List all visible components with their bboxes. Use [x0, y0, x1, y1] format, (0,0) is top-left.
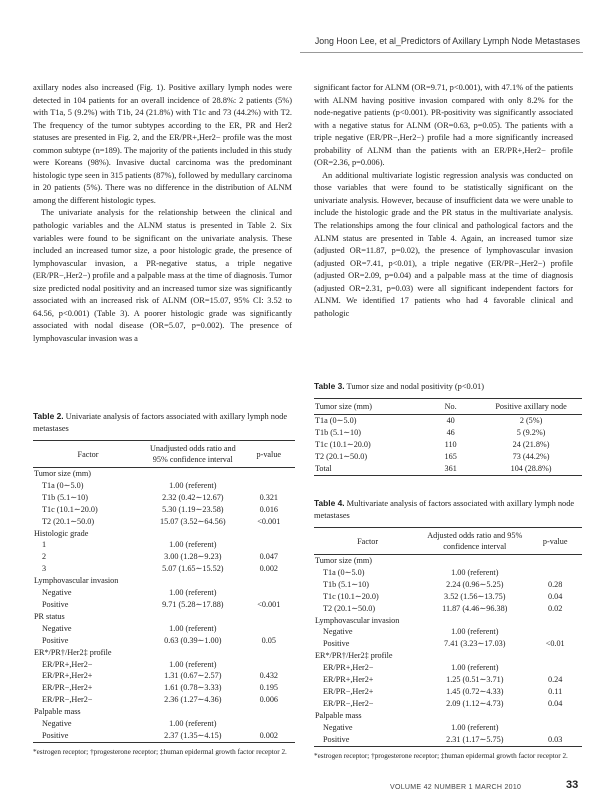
body-paragraph: An additional multivariate logistic regression analysis was conducted on those variables that were found to be statistically significant on the univariate analysis. However, because of insufficient data we were unable to include the histologic grade and the PR status in the multivariate analysis. The relationships among the four clinical and pathological factors and the ALNM status are presented in Table 4. Again, an increased tumor size (adjusted OR=11.87, p=0.02), the presence of lymphovascular invasion (adjusted OR=7.41, p<0.01), a triple negative (ER/PR−,Her2−) profile (adjusted OR=2.09, p=0.04) and a palpable mass at the time of diagnosis (adjusted OR=2.31, p=0.03) were all significant independent factors for ALNM. We identified 17 patients who had 4 favorable clinical and pathologic [314, 170, 573, 318]
table-cell [243, 718, 295, 730]
table-cell: Positive [314, 734, 421, 746]
table-cell: <0.001 [257, 516, 281, 526]
table-cell: ER/PR+,Her2− [42, 659, 93, 669]
table-cell: Positive [33, 730, 143, 742]
table-row [33, 730, 295, 742]
table-cell: 0.195 [259, 683, 278, 693]
table-cell: 1.61 (0.78∼3.33) [164, 683, 222, 693]
table-caption [314, 497, 582, 522]
table-4-grid [314, 527, 582, 747]
table-cell: T1a (0∼5.0) [323, 567, 365, 577]
table-row [33, 635, 295, 647]
column-header: No. [421, 399, 480, 415]
table-cell: ER/PR−,Her2+ [323, 686, 374, 696]
table-cell: 110 [444, 439, 457, 449]
table-cell: 0.321 [259, 492, 278, 502]
table-2 [33, 410, 295, 757]
table-cell: 0.047 [259, 552, 278, 562]
table-cell: 5 (9.2%) [516, 427, 546, 437]
table-row [33, 623, 295, 635]
table-cell: 11.87 (4.46∼96.38) [442, 603, 508, 613]
table-row [314, 555, 582, 567]
column-header: Tumor size (mm) [314, 399, 421, 415]
table-cell: Negative [42, 719, 72, 729]
table-row [314, 567, 582, 579]
table-row [314, 734, 582, 746]
table-cell: 24 (21.8%) [512, 439, 550, 449]
table-cell: 104 (28.8%) [480, 463, 582, 475]
table-cell: 3.00 (1.28∼9.23) [164, 552, 222, 562]
table-row [33, 504, 295, 516]
table-cell [421, 555, 528, 567]
table-row [314, 439, 582, 451]
table-2-grid [33, 440, 295, 743]
table-row [314, 710, 582, 722]
table-cell: Positive [323, 639, 350, 649]
table-cell: 1.00 (referent) [169, 623, 217, 633]
table-cell: 2.32 (0.42∼12.67) [162, 492, 224, 502]
table-cell: 165 [444, 451, 457, 461]
table-cell: 5.30 (1.19∼23.58) [162, 504, 224, 514]
table-cell: 1.00 (referent) [451, 627, 499, 637]
table-cell: T1b (5.1∼10) [323, 579, 369, 589]
column-header: p-value [528, 528, 582, 555]
table-cell [528, 650, 582, 662]
table-cell [143, 575, 243, 587]
table-cell [528, 626, 582, 638]
table-cell: T1c (10.1∼20.0) [42, 504, 98, 514]
table-row [33, 539, 295, 551]
table-cell: T1b (5.1∼10) [42, 492, 88, 502]
table-row [33, 480, 295, 492]
table-row [314, 698, 582, 710]
table-cell [243, 647, 295, 659]
table-cell: Palpable mass [315, 710, 362, 720]
table-cell [528, 662, 582, 674]
header-rule [300, 52, 583, 53]
table-row [314, 415, 582, 427]
running-header: Jong Hoon Lee, et al_Predictors of Axillary Lymph Node Metastases [314, 36, 580, 46]
table-row [33, 659, 295, 671]
table-cell [528, 615, 582, 627]
table-cell: 3 [42, 564, 47, 574]
table-cell: 0.04 [548, 591, 563, 601]
table-row [33, 575, 295, 587]
table-cell: 0.016 [259, 504, 278, 514]
table-row [314, 638, 582, 650]
table-cell: 0.05 [261, 635, 276, 645]
body-paragraph: significant factor for ALNM (OR=9.71, p<0.001), with 47.1% of the patients with ALNM having positive invasion compared with only 8.2% for the node-negative patients (p<0.001). PR-positivity was significantly associated with a negative status for ALNM (OR=0.63, p=0.05). The patients with a triple negative (ER/PR−,Her2−) profile had a more significantly increased probability of ALNM than the patients with an ER/PR+,Her2− profile (OR=2.36, p=0.006). [314, 83, 573, 168]
table-cell: 2.37 (1.35∼4.15) [143, 730, 243, 742]
table-body [33, 468, 295, 743]
table-cell: 46 [446, 427, 455, 437]
table-row [314, 626, 582, 638]
page-number: 33 [566, 779, 579, 791]
table-cell: <0.001 [257, 599, 281, 609]
table-footnote: *estrogen receptor; †progesterone receptor; ‡human epidermal growth factor receptor 2. [33, 747, 287, 756]
table-cell: ER/PR−,Her2− [42, 695, 93, 705]
table-cell: 1.00 (referent) [451, 663, 499, 673]
table-cell: Negative [323, 722, 353, 732]
journal-footer: VOLUME 42 NUMBER 1 MARCH 2010 [390, 784, 522, 791]
table-row [33, 468, 295, 480]
table-cell: Palpable mass [34, 707, 81, 717]
column-header: Unadjusted odds ratio and 95% confidence interval [143, 441, 243, 468]
table-row [314, 603, 582, 615]
column-header: Adjusted odds ratio and 95% confidence interval [421, 528, 528, 555]
table-cell: 0.03 [528, 734, 582, 746]
table-3-grid [314, 398, 582, 476]
table-body [314, 415, 582, 476]
table-cell: T2 (20.1∼50.0) [323, 603, 376, 613]
table-cell [243, 480, 295, 492]
right-column [314, 82, 573, 320]
table-cell: 15.07 (3.52∼64.56) [160, 516, 226, 526]
table-3 [314, 380, 582, 476]
table-caption-text: Multivariate analysis of factors associated with axillary lymph node metastases [314, 499, 575, 520]
table-cell: 0.24 [548, 675, 563, 685]
table-cell [243, 539, 295, 551]
table-cell [243, 659, 295, 671]
table-cell [143, 706, 243, 718]
table-row [33, 587, 295, 599]
table-caption [314, 380, 582, 393]
table-cell: 2.36 (1.27∼4.36) [164, 695, 222, 705]
table-label: Table 3. [314, 381, 345, 391]
table-cell: ER/PR+,Her2+ [323, 675, 374, 685]
table-cell [243, 575, 295, 587]
table-cell [421, 710, 528, 722]
table-cell: 1.00 (referent) [169, 719, 217, 729]
table-row [314, 451, 582, 463]
table-cell [243, 528, 295, 540]
table-caption-text: Tumor size and nodal positivity (p<0.01) [344, 382, 484, 391]
table-cell: 2.24 (0.96∼5.25) [446, 579, 504, 589]
column-header: Factor [33, 441, 143, 468]
table-cell: 1.00 (referent) [169, 659, 217, 669]
table-cell: ER/PR+,Her2− [323, 663, 374, 673]
table-row [314, 650, 582, 662]
table-cell: T1b (5.1∼10) [315, 427, 361, 437]
table-caption [33, 410, 295, 435]
table-cell: Negative [42, 623, 72, 633]
table-cell [143, 647, 243, 659]
table-cell: PR status [34, 611, 65, 621]
table-cell: 1 [42, 540, 47, 550]
table-cell [528, 710, 582, 722]
table-cell: 0.002 [243, 730, 295, 742]
table-cell: 0.28 [548, 579, 563, 589]
table-cell: Negative [323, 627, 353, 637]
table-cell [143, 528, 243, 540]
column-header: Positive axillary node [480, 399, 582, 415]
table-cell: 1.00 (referent) [169, 588, 217, 598]
table-cell: Positive [42, 599, 69, 609]
table-cell: 361 [421, 463, 480, 475]
table-row [33, 516, 295, 528]
table-cell: Positive [42, 635, 69, 645]
table-row [33, 647, 295, 659]
table-row [33, 706, 295, 718]
table-cell [243, 611, 295, 623]
table-cell: 1.00 (referent) [451, 567, 499, 577]
table-cell [243, 468, 295, 480]
table-cell: Lymphovascular invasion [315, 615, 400, 625]
table-cell: 0.02 [548, 603, 563, 613]
column-header: Factor [314, 528, 421, 555]
table-cell: 0.04 [548, 698, 563, 708]
column-header: p-value [243, 441, 295, 468]
table-cell: ER*/PR†/Her2‡ profile [34, 647, 112, 657]
table-cell: 1.00 (referent) [451, 722, 499, 732]
table-label: Table 4. [314, 498, 345, 508]
table-cell: 2 [42, 552, 47, 562]
table-row [33, 492, 295, 504]
table-row [314, 674, 582, 686]
table-cell: T1c (10.1∼20.0) [315, 439, 371, 449]
table-row [33, 718, 295, 730]
table-cell: 73 (44.2%) [512, 451, 550, 461]
table-row [33, 611, 295, 623]
table-cell: 40 [446, 416, 455, 425]
table-cell [243, 706, 295, 718]
table-cell: Histologic grade [34, 528, 89, 538]
table-cell: Negative [42, 588, 72, 598]
table-caption-text: Univariate analysis of factors associated with axillary lymph node metastases [33, 412, 288, 433]
table-cell: 1.00 (referent) [169, 480, 217, 490]
body-paragraph: The univariate analysis for the relationship between the clinical and pathologic variables and the ALNM status is presented in Table 2. Six variables were found to be significant on the univariate analysis. These included an increased tumor size, a poor histologic grade, the presence of lymphovascular invasion, a PR-negative status, a triple negative (ER/PR−,Her2−) profile and a palpable mass at the time of diagnosis. Tumor size predicted nodal positivity and an increased tumor size was significantly associated with an increased risk of ALNM (OR=15.07, 95% CI: 3.52 to 64.56, p<0.001) (Table 3). A poorer histologic grade was significantly associated with nodal disease (OR=5.07, p=0.002). The presence of lymphovascular invasion was a [33, 208, 292, 343]
table-cell: Total [314, 463, 421, 475]
table-row [314, 463, 582, 475]
table-label: Table 2. [33, 411, 64, 421]
table-cell: Tumor size (mm) [34, 469, 92, 478]
table-cell: 7.41 (3.23∼17.03) [444, 639, 506, 649]
table-cell: 0.63 (0.39∼1.00) [164, 635, 222, 645]
table-cell: 0.006 [259, 695, 278, 705]
table-cell: 9.71 (5.28∼17.88) [162, 599, 224, 609]
table-cell: <0.01 [545, 639, 565, 649]
table-row [314, 662, 582, 674]
table-row [33, 694, 295, 706]
table-row [314, 722, 582, 734]
table-cell: 2.09 (1.12∼4.73) [446, 698, 504, 708]
table-cell: 2.31 (1.17∼5.75) [421, 734, 528, 746]
table-cell: 0.002 [259, 564, 278, 574]
table-cell: 0.11 [548, 686, 563, 696]
table-body [314, 555, 582, 747]
table-row [314, 615, 582, 627]
table-cell: T1a (0∼5.0) [315, 416, 357, 425]
table-row [314, 686, 582, 698]
body-paragraph: axillary nodes also increased (Fig. 1). Positive axillary lymph nodes were detected in 104 patients for an overall incidence of 28.8%: 2 patients (5%) with T1a, 5 (9.2%) with T1b, 24 (21.8%) with T1c and 73 (44.2%) with T2. The frequency of the tumor subtypes according to the ER, PR and Her2 statuses are presented in Fig. 2, and the ER/PR+,Her2− profile was the most common subtype (n=189). The majority of the patients included in this study were Koreans (98%). Invasive ductal carcinoma was the predominant histologic type seen in 315 patients (87%), followed by medullary carcinoma in 20 patients (5%). There was no difference in the distribution of ALNM among the different histologic types. [33, 83, 292, 205]
table-footnote: *estrogen receptor; †progesterone receptor; ‡human epidermal growth factor receptor 2. [314, 751, 568, 760]
table-cell [143, 611, 243, 623]
table-cell: T2 (20.1∼50.0) [315, 451, 368, 461]
table-cell: 1.45 (0.72∼4.33) [446, 686, 504, 696]
table-row [314, 591, 582, 603]
table-cell [143, 468, 243, 480]
table-cell: 2 (5%) [519, 416, 543, 425]
table-cell [421, 615, 528, 627]
left-column [33, 82, 292, 345]
table-row [314, 427, 582, 439]
table-cell: ER/PR−,Her2+ [42, 683, 93, 693]
table-row [33, 528, 295, 540]
table-cell [528, 567, 582, 579]
table-cell: Tumor size (mm) [315, 556, 373, 565]
table-cell: ER/PR−,Her2− [323, 698, 374, 708]
table-cell: T1c (10.1∼20.0) [323, 591, 379, 601]
table-cell: T1a (0∼5.0) [42, 480, 84, 490]
table-cell: 3.52 (1.56∼13.75) [444, 591, 506, 601]
table-row [33, 599, 295, 611]
table-cell [243, 587, 295, 599]
table-cell [528, 722, 582, 734]
table-cell: Lymphovascular invasion [34, 576, 119, 586]
table-cell: ER/PR+,Her2+ [42, 671, 93, 681]
table-4 [314, 497, 582, 761]
table-row [33, 682, 295, 694]
table-row [33, 551, 295, 563]
table-cell: 0.432 [259, 671, 278, 681]
table-cell: T2 (20.1∼50.0) [42, 516, 95, 526]
table-cell: 1.31 (0.67∼2.57) [164, 671, 222, 681]
table-cell: ER*/PR†/Her2‡ profile [315, 651, 393, 661]
table-row [314, 579, 582, 591]
table-cell [421, 650, 528, 662]
table-cell: 1.00 (referent) [169, 540, 217, 550]
table-row [33, 670, 295, 682]
table-row [33, 563, 295, 575]
table-cell: 5.07 (1.65∼15.52) [162, 564, 224, 574]
table-cell: 1.25 (0.51∼3.71) [446, 675, 504, 685]
table-cell [243, 623, 295, 635]
table-cell [528, 555, 582, 567]
